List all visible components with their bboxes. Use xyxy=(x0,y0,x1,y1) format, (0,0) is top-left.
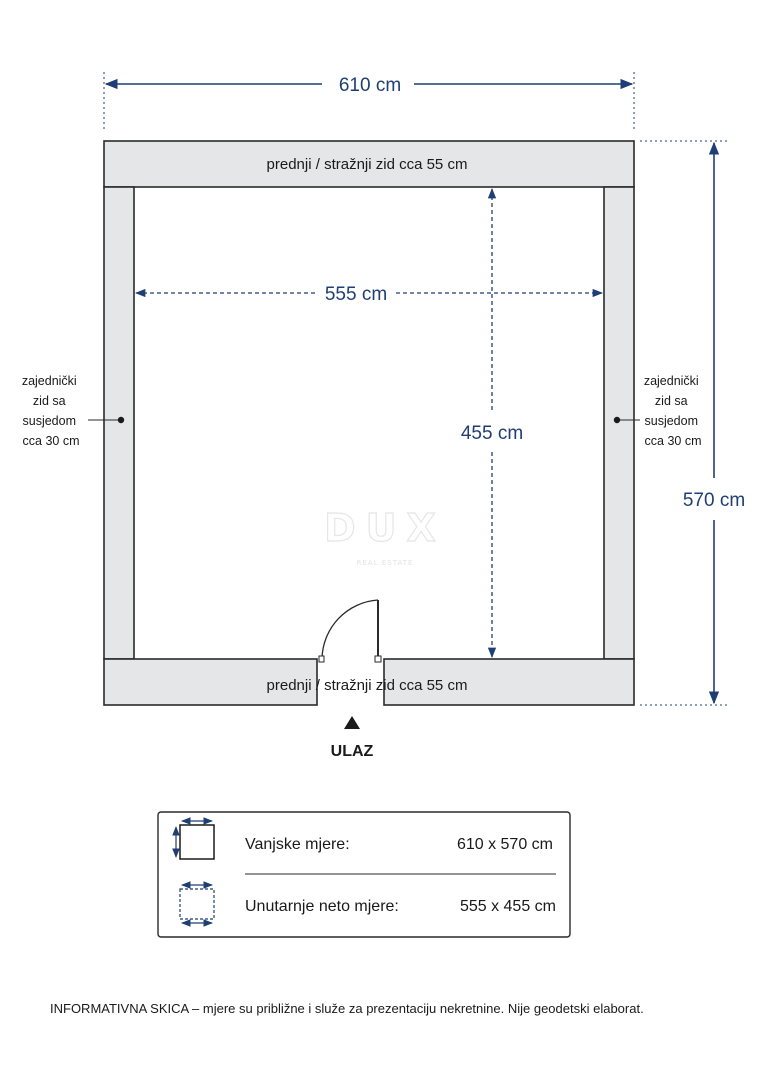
walls xyxy=(104,141,634,705)
inner-height-label: 455 cm xyxy=(460,423,524,444)
right-wall-note-line: susjedom xyxy=(644,414,699,428)
wall-right xyxy=(604,187,634,659)
left-wall-note-line: susjedom xyxy=(22,414,77,428)
outer-height-label: 570 cm xyxy=(682,490,746,511)
left-wall-note-line: cca 30 cm xyxy=(22,434,80,448)
legend-outer-label: Vanjske mjere: xyxy=(245,836,350,853)
left-callout-dot xyxy=(118,417,124,423)
right-wall-note-line: zajednički xyxy=(643,374,699,388)
right-wall-note xyxy=(644,374,702,448)
legend-inner-label: Unutarnje neto mjere: xyxy=(245,898,399,915)
legend-inner-value: 555 x 455 cm xyxy=(459,898,556,915)
wall-bottom-label: prednji / stražnji zid cca 55 cm xyxy=(266,677,468,694)
disclaimer-footer: INFORMATIVNA SKICA – mjere su približne i služe za prezentaciju nekretnine. Nije geodetski elaborat. xyxy=(50,1001,644,1016)
right-wall-note-line: zid sa xyxy=(654,394,688,408)
wall-top-label: prednji / stražnji zid cca 55 cm xyxy=(266,156,468,173)
watermark-subtext: REAL ESTATE xyxy=(356,559,414,567)
wall-left xyxy=(104,187,134,659)
left-wall-note-line: zid sa xyxy=(32,394,66,408)
entrance-arrow-icon xyxy=(344,716,360,729)
entrance-label: ULAZ xyxy=(330,743,374,760)
right-callout-dot xyxy=(614,417,620,423)
left-wall-note xyxy=(22,374,80,448)
watermark-logo: DUX xyxy=(324,506,446,550)
legend-outer-value: 610 x 570 cm xyxy=(456,836,553,853)
outer-width-label: 610 cm xyxy=(338,75,402,96)
inner-width-label: 555 cm xyxy=(324,284,388,305)
left-wall-note-line: zajednički xyxy=(21,374,77,388)
right-wall-note-line: cca 30 cm xyxy=(644,434,702,448)
